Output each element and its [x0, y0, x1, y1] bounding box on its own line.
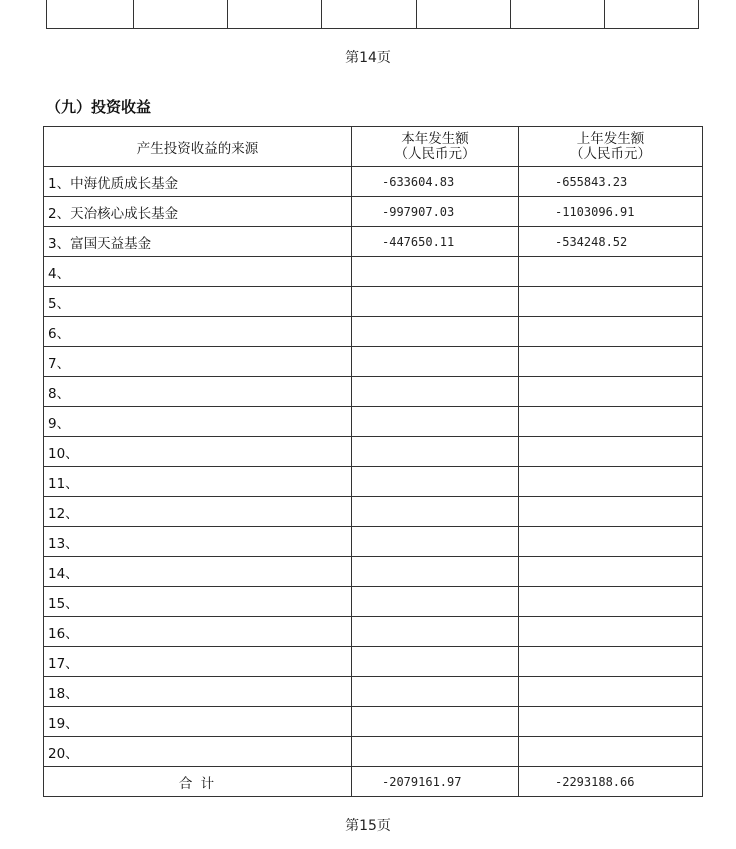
row-source: 11、 — [44, 467, 352, 497]
investment-income-table — [43, 126, 703, 797]
section-title: （九）投资收益 — [46, 98, 152, 116]
row-source: 19、 — [44, 707, 352, 737]
header-current-line1: 本年发生额 — [401, 130, 469, 147]
row-previous — [519, 557, 703, 587]
header-current-year — [352, 127, 519, 167]
row-current — [352, 707, 519, 737]
row-source: 8、 — [44, 377, 352, 407]
table-row — [44, 647, 703, 677]
row-source: 5、 — [44, 287, 352, 317]
table-row — [44, 527, 703, 557]
row-current: -633604.83 — [352, 167, 519, 197]
row-source: 12、 — [44, 497, 352, 527]
row-previous — [519, 737, 703, 767]
row-previous — [519, 377, 703, 407]
row-source: 17、 — [44, 647, 352, 677]
row-source: 6、 — [44, 317, 352, 347]
row-current — [352, 317, 519, 347]
row-previous — [519, 407, 703, 437]
row-current — [352, 677, 519, 707]
row-source: 4、 — [44, 257, 352, 287]
row-current — [352, 467, 519, 497]
row-previous — [519, 647, 703, 677]
row-current — [352, 407, 519, 437]
row-current — [352, 287, 519, 317]
table-row — [44, 677, 703, 707]
row-current — [352, 377, 519, 407]
row-previous — [519, 677, 703, 707]
row-current — [352, 587, 519, 617]
table-row — [44, 617, 703, 647]
total-current: -2079161.97 — [352, 767, 519, 797]
table-row — [44, 737, 703, 767]
row-source: 7、 — [44, 347, 352, 377]
table-row — [44, 407, 703, 437]
page-number-bottom: 第15页 — [345, 818, 391, 834]
row-current — [352, 527, 519, 557]
previous-page-table-fragment — [46, 0, 699, 29]
table-row — [44, 587, 703, 617]
row-previous: -655843.23 — [519, 167, 703, 197]
total-previous: -2293188.66 — [519, 767, 703, 797]
total-label: 合 计 — [44, 767, 352, 797]
row-source: 14、 — [44, 557, 352, 587]
row-current — [352, 737, 519, 767]
row-source: 10、 — [44, 437, 352, 467]
row-previous: -534248.52 — [519, 227, 703, 257]
row-current — [352, 647, 519, 677]
table-row — [44, 287, 703, 317]
row-source: 9、 — [44, 407, 352, 437]
row-previous — [519, 317, 703, 347]
row-previous — [519, 527, 703, 557]
header-previous-line2: （人民币元） — [570, 145, 651, 162]
row-previous — [519, 467, 703, 497]
row-source: 16、 — [44, 617, 352, 647]
table-row — [44, 437, 703, 467]
row-source: 20、 — [44, 737, 352, 767]
row-previous — [519, 707, 703, 737]
header-source: 产生投资收益的来源 — [44, 127, 352, 167]
table-row — [44, 227, 703, 257]
table-row — [44, 707, 703, 737]
row-previous — [519, 587, 703, 617]
row-previous — [519, 347, 703, 377]
row-current — [352, 497, 519, 527]
table-row — [47, 0, 699, 29]
table-row — [44, 167, 703, 197]
table-row — [44, 467, 703, 497]
row-current — [352, 557, 519, 587]
page-number-top: 第14页 — [345, 50, 391, 66]
row-current — [352, 257, 519, 287]
row-source: 18、 — [44, 677, 352, 707]
row-current — [352, 617, 519, 647]
row-source: 15、 — [44, 587, 352, 617]
table-row — [44, 347, 703, 377]
row-source: 13、 — [44, 527, 352, 557]
row-previous — [519, 257, 703, 287]
row-current — [352, 347, 519, 377]
table-row — [44, 257, 703, 287]
row-source: 1、中海优质成长基金 — [44, 167, 352, 197]
row-current — [352, 437, 519, 467]
header-previous-line1: 上年发生额 — [576, 130, 645, 147]
header-previous-year — [519, 127, 703, 167]
row-previous — [519, 617, 703, 647]
row-source: 2、天冶核心成长基金 — [44, 197, 352, 227]
row-previous — [519, 287, 703, 317]
header-current-line2: （人民币元） — [394, 145, 476, 162]
table-row — [44, 197, 703, 227]
table-row — [44, 377, 703, 407]
table-row — [44, 497, 703, 527]
row-previous — [519, 497, 703, 527]
row-source: 3、富国天益基金 — [44, 227, 352, 257]
table-row — [44, 557, 703, 587]
total-row — [44, 767, 703, 797]
row-current: -447650.11 — [352, 227, 519, 257]
table-header-row — [44, 127, 703, 167]
row-previous: -1103096.91 — [519, 197, 703, 227]
row-current: -997907.03 — [352, 197, 519, 227]
table-row — [44, 317, 703, 347]
row-previous — [519, 437, 703, 467]
